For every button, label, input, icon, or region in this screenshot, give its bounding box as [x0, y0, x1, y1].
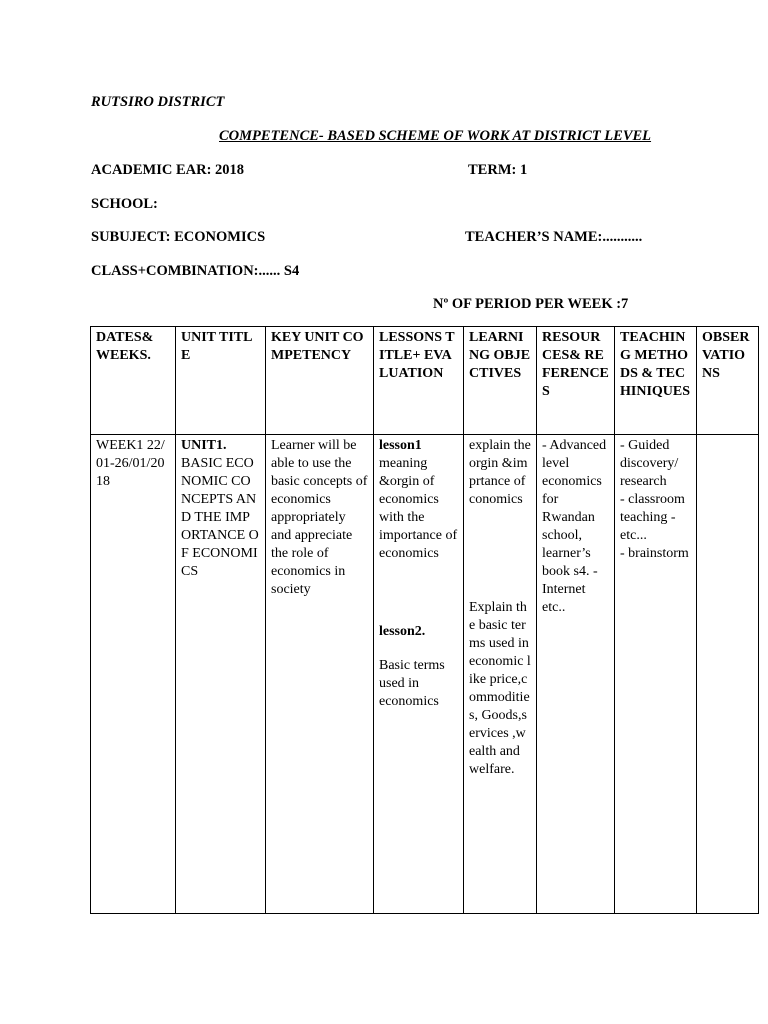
- cell-key-competency: Learner will be able to use the basic concepts of economics appropriately and appreciate the role of economics in society: [266, 435, 374, 914]
- table-header-row: [91, 327, 759, 435]
- col-header-key-competency: KEY UNIT COMPETENCY: [266, 327, 374, 435]
- unit-title-text: BASIC ECONOMIC CONCEPTS AND THE IMPORTANCE OF ECONOMICS: [181, 456, 259, 579]
- document-title: COMPETENCE- BASED SCHEME OF WORK AT DISTRICT LEVEL: [219, 128, 652, 144]
- method-2: - classroom teaching -etc...: [620, 492, 685, 543]
- cell-unit-title: [176, 435, 266, 914]
- col-header-resources: RESOURCES& REFERENCES: [537, 327, 615, 435]
- method-1: - Guided discovery/ research: [620, 438, 679, 489]
- lesson2-text: Basic terms used in economics: [379, 658, 445, 709]
- cell-observations: [697, 435, 759, 914]
- col-header-lessons: LESSONS TITLE+ EVALUATION: [374, 327, 464, 435]
- cell-resources: - Advanced level economics for Rwandan school, learner’s book s4. - Internet etc..: [537, 435, 615, 914]
- teacher-name: TEACHER’S NAME:...........: [465, 229, 643, 245]
- subject: SUBUJECT: ECONOMICS: [91, 229, 266, 245]
- method-3: - brainstorm: [620, 546, 689, 561]
- col-header-unit-title: UNIT TITLE: [176, 327, 266, 435]
- class-combination: CLASS+COMBINATION:...... S4: [91, 263, 300, 279]
- col-header-dates: DATES& WEEKS.: [91, 327, 176, 435]
- objective-2: Explain the basic terms used in economic like price,commodities, Goods,services ,wealth and welfare.: [469, 600, 531, 777]
- school: SCHOOL:: [91, 196, 158, 212]
- scheme-of-work-table: [90, 326, 759, 914]
- col-header-observations: OBSERVATIONS: [697, 327, 759, 435]
- col-header-objectives: LEARNING OBJECTIVES: [464, 327, 537, 435]
- cell-dates: WEEK1 22/01-26/01/2018: [91, 435, 176, 914]
- col-header-methods: TEACHING METHODS & TECHINIQUES: [615, 327, 697, 435]
- objective-1: explain the orgin &imprtance of conomics: [469, 438, 531, 507]
- academic-year: ACADEMIC EAR: 2018: [91, 162, 245, 178]
- periods-per-week: Nº OF PERIOD PER WEEK :7: [433, 296, 629, 312]
- term: TERM: 1: [468, 162, 528, 178]
- unit-label: UNIT1.: [181, 438, 227, 453]
- district-name: RUTSIRO DISTRICT: [91, 94, 225, 110]
- cell-objectives: [464, 435, 537, 914]
- cell-methods: [615, 435, 697, 914]
- table-row: [91, 435, 759, 914]
- lesson1-label: lesson1: [379, 438, 422, 453]
- cell-lessons: [374, 435, 464, 914]
- lesson2-label: lesson2.: [379, 624, 426, 639]
- lesson1-text: meaning &orgin of economics with the importance of economics: [379, 456, 458, 561]
